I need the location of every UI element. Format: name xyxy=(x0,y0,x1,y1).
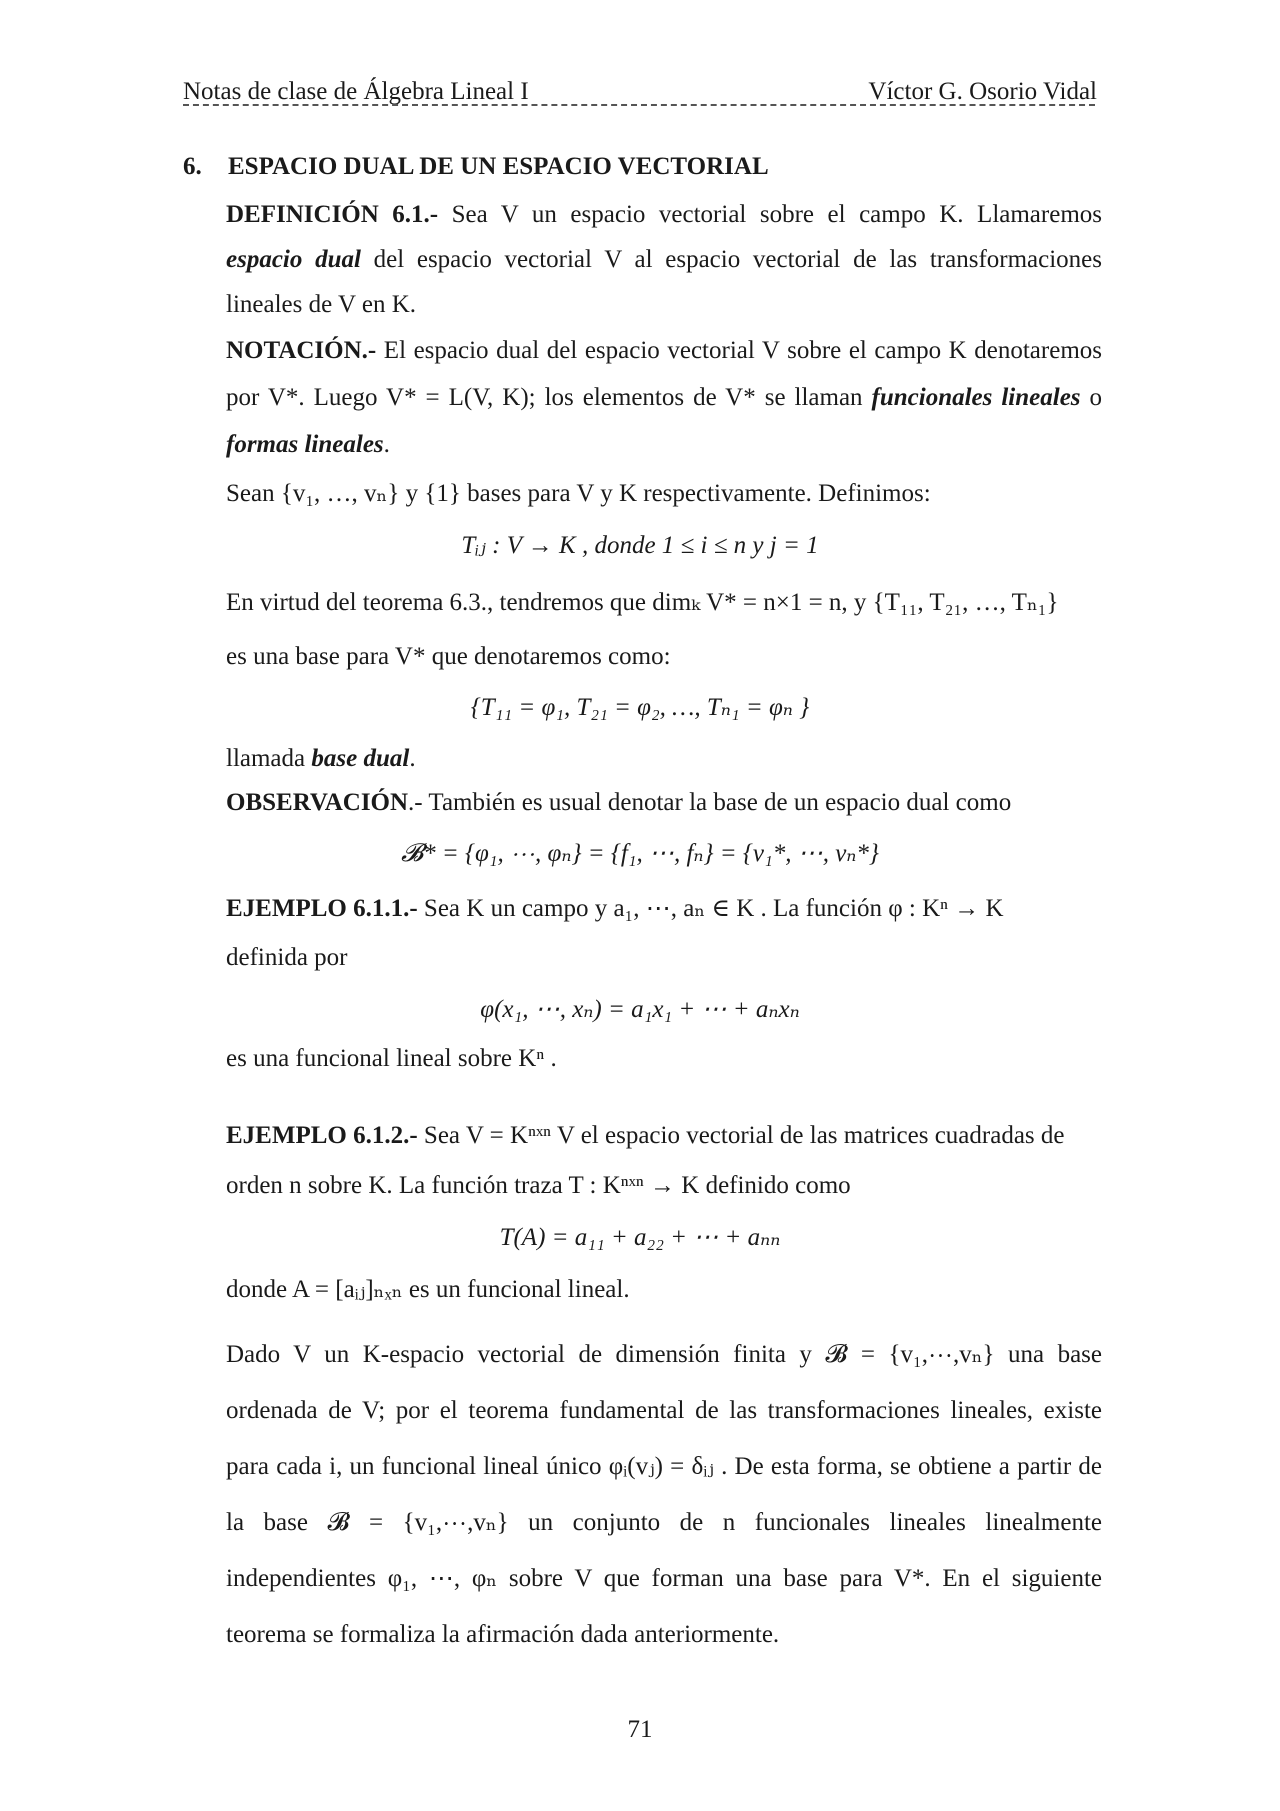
observation-label: OBSERVACIÓN xyxy=(226,789,409,816)
observation-text: .- También es usual denotar la base de un espacio dual como xyxy=(408,789,1012,816)
running-header-left: Notas de clase de Álgebra Lineal I xyxy=(183,78,529,105)
example-1-text-2: definida por xyxy=(226,944,348,971)
definition-text-1: Sea V un espacio vectorial sobre el campo K. Llamaremos xyxy=(438,201,1103,228)
definition-label: DEFINICIÓN 6.1.- xyxy=(226,201,439,228)
section-number: 6. xyxy=(183,153,202,180)
section-heading xyxy=(183,153,769,181)
notation-text-3: . xyxy=(383,431,390,458)
example-1-text: Sea K un campo y a₁, ⋯, aₙ ∈ K . La función φ : Kⁿ → K xyxy=(417,895,1004,922)
example-1-label: EJEMPLO 6.1.1.- xyxy=(226,895,418,922)
example-2-equation: T(A) = a₁₁ + a₂₂ + ⋯ + aₙₙ xyxy=(499,1224,781,1251)
bases-sentence: Sean {v₁, …, vₙ} y {1} bases para V y K respectivamente. Definimos: xyxy=(226,480,931,507)
example-1-text-3: es una funcional lineal sobre Kⁿ . xyxy=(226,1045,557,1072)
dual-basis-end: . xyxy=(409,745,416,772)
observation-sentence xyxy=(226,789,1011,817)
example-2-text-2: orden n sobre K. La función traza T : Kⁿˣⁿ → K definido como xyxy=(226,1172,851,1199)
notation-text-1: El espacio dual del espacio vectorial V sobre el campo K denotaremos por V*. Luego V* = L(V, K); los elementos de V* se llaman xyxy=(226,337,1102,411)
theorem-sentence: En virtud del teorema 6.3., tendremos que dimₖ V* = n×1 = n, y {T₁₁, T₂₁, …, Tₙ₁} xyxy=(226,589,1059,616)
dual-basis-term: base dual xyxy=(311,745,410,772)
definition-text-2: del espacio vectorial V al espacio vectorial de las transformaciones lineales de V en K. xyxy=(226,246,1102,318)
example-2-text: Sea V = Kⁿˣⁿ V el espacio vectorial de las matrices cuadradas de xyxy=(417,1122,1065,1149)
equation-observation: 𝓑* = {φ₁, ⋯, φₙ} = {f₁, ⋯, fₙ} = {v₁*, ⋯, vₙ*} xyxy=(401,840,879,867)
equation-dual-basis: {T₁₁ = φ₁, T₂₁ = φ₂, …, Tₙ₁ = φₙ } xyxy=(470,694,810,721)
notation-text-2: o xyxy=(1080,384,1103,411)
running-header-right: Víctor G. Osorio Vidal xyxy=(868,78,1097,105)
notation-term-2: formas lineales xyxy=(226,431,384,458)
example-2-text-3: donde A = [aᵢⱼ]ₙₓₙ es un funcional lineal. xyxy=(226,1276,630,1303)
dual-basis-sentence xyxy=(226,745,416,773)
notation-paragraph xyxy=(226,327,1102,468)
example-2-statement xyxy=(226,1122,1065,1150)
notation-label: NOTACIÓN.- xyxy=(226,337,377,364)
equation-tij: Tᵢⱼ : V → K , donde 1 ≤ i ≤ n y j = 1 xyxy=(461,532,819,559)
page-number: 71 xyxy=(627,1716,653,1743)
dual-basis-text: llamada xyxy=(226,745,312,772)
section-title: ESPACIO DUAL DE UN ESPACIO VECTORIAL xyxy=(228,153,769,180)
definition-term: espacio dual xyxy=(226,246,361,273)
header-divider xyxy=(183,104,1095,106)
notation-term-1: funcionales lineales xyxy=(871,384,1081,411)
closing-paragraph: Dado V un K-espacio vectorial de dimensión finita y 𝓑 = {v₁,⋯,vₙ} una base ordenada de V; por el teorema fundamental de las transformaciones lineales, existe para cada i, un funcional lineal único φᵢ(vⱼ) = δᵢⱼ . De esta forma, se obtiene a partir de la base 𝓑 = {v₁,⋯,vₙ} un conjunto de n funcionales lineales linealmente independientes φ₁, ⋯, φₙ sobre V que forman una base para V*. En el siguiente teorema se formaliza la afirmación dada anteriormente. xyxy=(226,1341,1102,1648)
example-2-label: EJEMPLO 6.1.2.- xyxy=(226,1122,418,1149)
definition-paragraph xyxy=(226,192,1102,327)
example-1-statement xyxy=(226,893,1004,923)
basis-sentence: es una base para V* que denotaremos como: xyxy=(226,643,671,670)
example-1-equation: φ(x₁, ⋯, xₙ) = a₁x₁ + ⋯ + aₙxₙ xyxy=(480,996,800,1023)
